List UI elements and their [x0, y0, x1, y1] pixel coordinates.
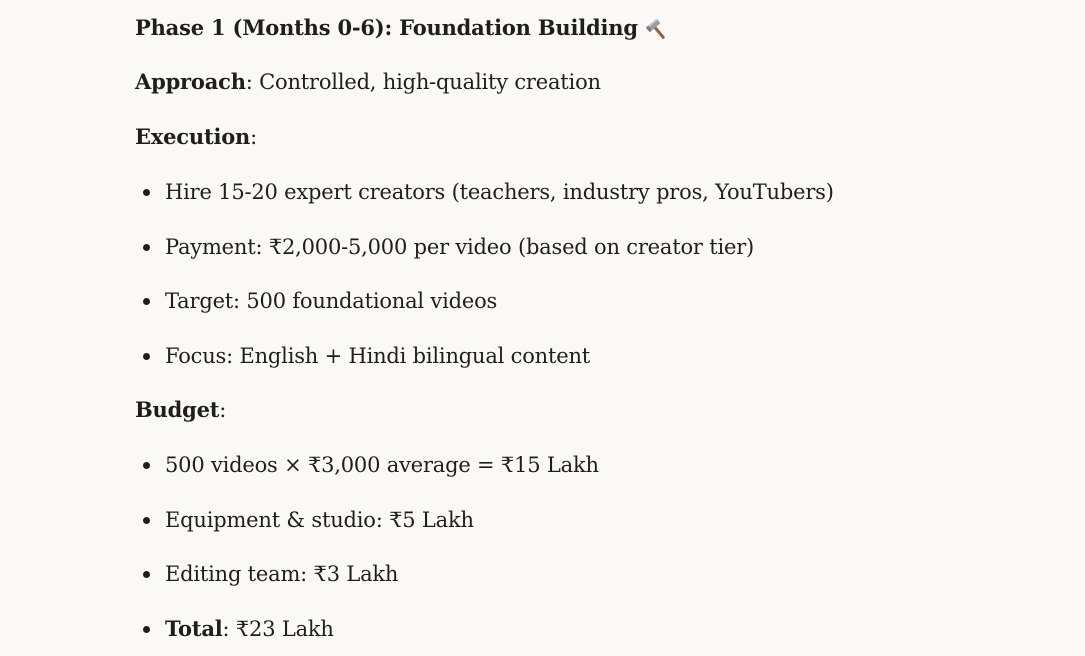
- total-label: Total: [165, 616, 223, 642]
- bullet-icon: [143, 298, 150, 305]
- execution-list: [135, 177, 834, 396]
- list-item: [135, 177, 834, 232]
- budget-suffix: :: [219, 398, 227, 422]
- list-item-text: Payment: ₹2,000-5,000 per video (based on creator tier): [165, 234, 755, 259]
- bullet-icon: [143, 353, 150, 360]
- hammer-icon: [644, 17, 670, 43]
- list-item-text: Editing team: ₹3 Lakh: [165, 562, 399, 587]
- list-item-text: 500 videos × ₹3,000 average = ₹15 Lakh: [165, 453, 599, 477]
- approach-paragraph: [135, 67, 601, 97]
- execution-label: Execution: [135, 124, 251, 149]
- list-item: [135, 450, 599, 505]
- list-item-text: Target: 500 foundational videos: [165, 289, 498, 314]
- bullet-icon: [143, 571, 150, 578]
- list-item-text: Focus: English + Hindi bilingual content: [165, 344, 591, 369]
- budget-label: Budget: [135, 397, 220, 422]
- list-item: [135, 505, 599, 560]
- execution-suffix: :: [250, 125, 257, 149]
- budget-list: [135, 450, 599, 656]
- bullet-icon: [143, 462, 150, 469]
- bullet-icon: [143, 244, 150, 251]
- total-item: [135, 614, 599, 656]
- phase-heading-text: Phase 1 (Months 0-6): Foundation Building: [135, 15, 638, 40]
- list-item: [135, 341, 834, 396]
- budget-paragraph: [135, 395, 226, 425]
- list-item: [135, 286, 834, 341]
- approach-label: Approach: [135, 69, 246, 94]
- list-item-text: Hire 15-20 expert creators (teachers, industry pros, YouTubers): [165, 180, 834, 204]
- list-item-text: Equipment & studio: ₹5 Lakh: [165, 507, 474, 532]
- bullet-icon: [143, 517, 150, 524]
- list-item: [135, 232, 834, 287]
- phase-heading: [135, 13, 670, 43]
- bullet-icon: [143, 189, 150, 196]
- total-text: : ₹23 Lakh: [222, 617, 334, 642]
- bullet-icon: [143, 626, 150, 633]
- list-item: [135, 559, 599, 614]
- execution-paragraph: [135, 122, 257, 152]
- approach-text: : Controlled, high-quality creation: [245, 70, 601, 94]
